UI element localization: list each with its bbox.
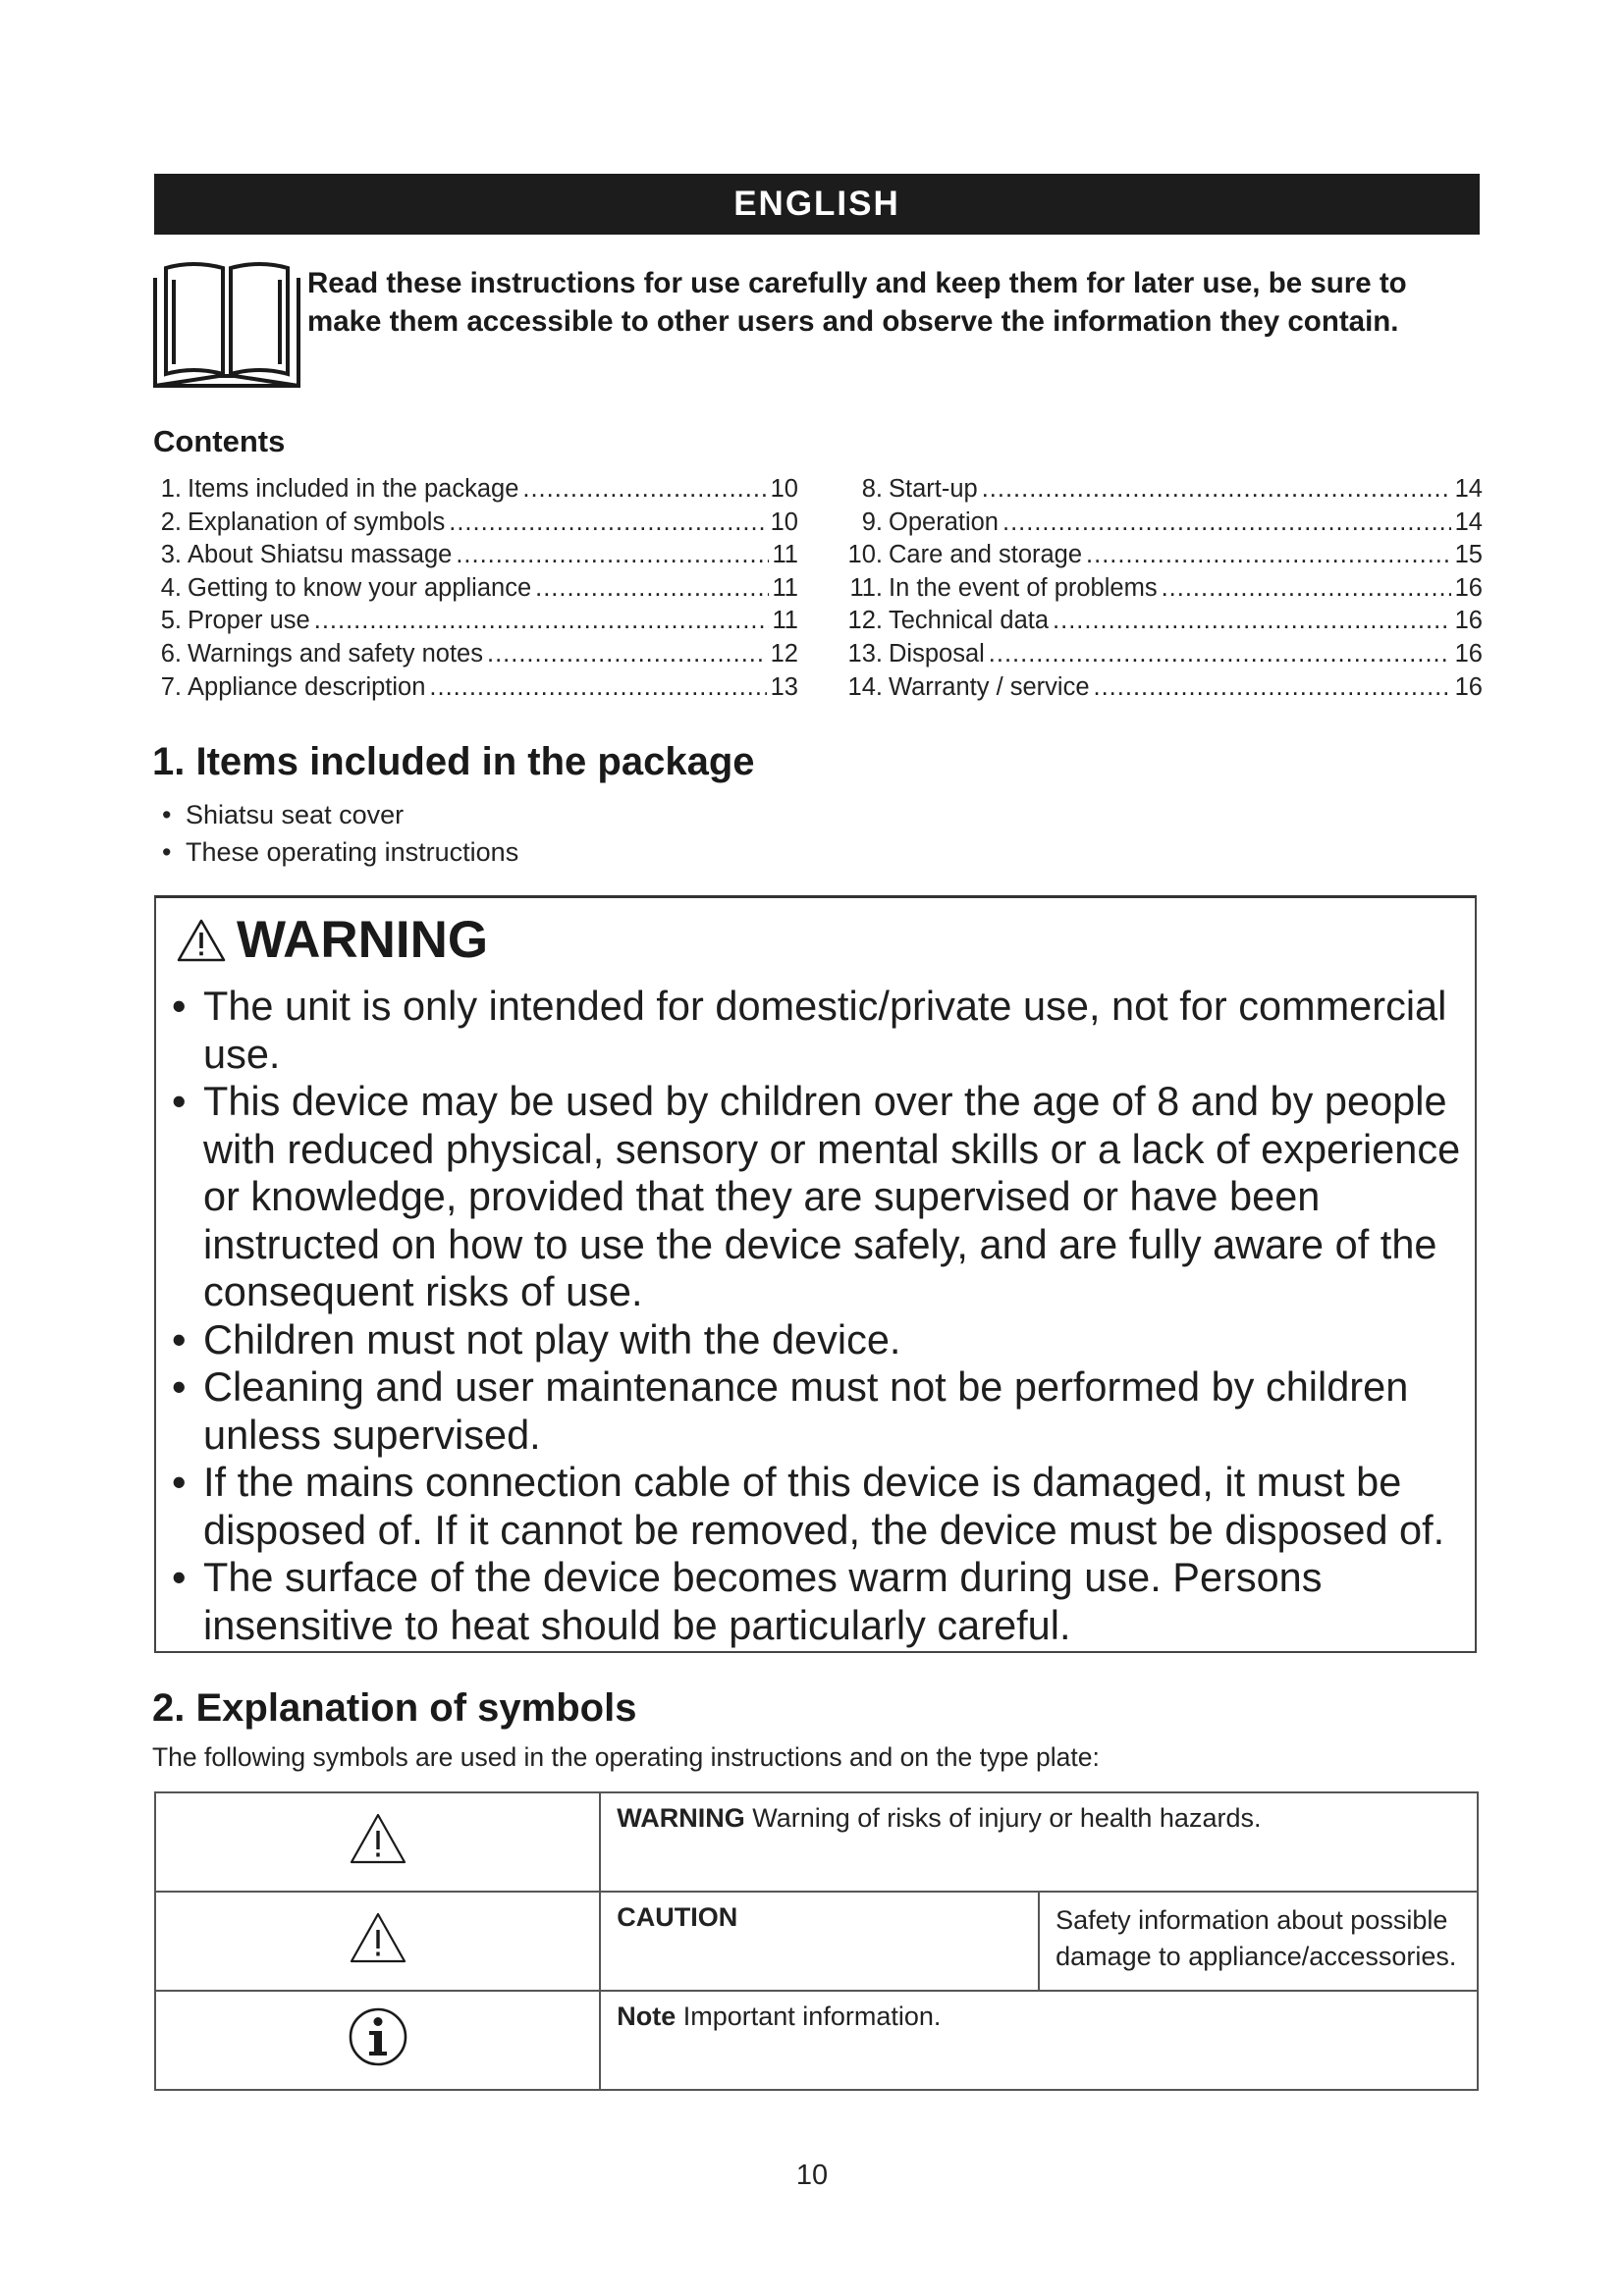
toc-number: 6. [160,639,182,667]
toc-leader [1086,539,1451,572]
toc-page: 10 [770,475,798,503]
symbol-label: WARNING [617,1803,745,1833]
toc-title: Warranty / service [889,672,1090,701]
toc-leader [989,638,1451,671]
toc-page: 11 [772,541,798,569]
toc-entry[interactable] [839,638,1483,671]
intro-text: Read these instructions for use carefully and keep them for later use, be sure to make them accessible to other users and observe the information they contain. [307,267,1407,338]
toc-leader [535,572,768,606]
info-icon [348,2006,408,2067]
toc-page: 13 [770,672,798,701]
list-item: • The unit is only intended for domestic/private use, not for commercial use. [172,983,1468,1078]
toc-title: Disposal [889,639,985,667]
toc-entry[interactable] [839,539,1483,572]
warning-text: The unit is only intended for domestic/private use, not for commercial use. [203,983,1447,1077]
toc-page: 11 [772,573,798,602]
toc-entry[interactable] [152,572,798,606]
package-contents-list [162,796,518,871]
toc-entry[interactable] [152,671,798,705]
toc-leader [522,473,766,507]
toc-page: 15 [1454,541,1483,569]
toc-number: 8. [861,475,883,503]
toc-number: 2. [160,507,182,536]
toc-title: Proper use [188,607,310,635]
book-icon [152,260,301,390]
toc-title: About Shiatsu massage [188,541,453,569]
toc-number: 14. [847,672,883,701]
section2-heading: 2. Explanation of symbols [152,1686,637,1730]
toc-leader [449,507,766,540]
toc-page: 16 [1454,672,1483,701]
toc-entry[interactable] [152,473,798,507]
symbol-label: CAUTION [617,1902,738,1932]
toc-leader [429,671,766,705]
warning-text: Cleaning and user maintenance must not be performed by children unless supervised. [203,1363,1409,1458]
toc-page: 14 [1454,475,1483,503]
warning-triangle-icon [176,918,227,963]
toc-title: In the event of problems [889,573,1158,602]
language-header: ENGLISH [154,174,1480,235]
toc-entry[interactable] [152,605,798,638]
toc-entry[interactable] [152,507,798,540]
toc-leader [487,638,767,671]
list-item: • If the mains connection cable of this device is damaged, it must be disposed of. If it cannot be removed, the device must be disposed of. [172,1459,1468,1554]
warning-list [172,983,1468,1649]
list-item: • The surface of the device becomes warm during use. Persons insensitive to heat should be particularly careful. [172,1554,1468,1649]
symbols-table [154,1791,1479,2091]
toc-page: 16 [1454,573,1483,602]
toc-entry[interactable] [839,605,1483,638]
toc-page: 16 [1454,607,1483,635]
toc-title: Appliance description [188,672,426,701]
warning-text: Children must not play with the device. [203,1315,901,1362]
toc-title: Explanation of symbols [188,507,446,536]
toc-leader [982,473,1451,507]
toc-page: 16 [1454,639,1483,667]
symbol-description: Important information. [682,2002,942,2031]
symbol-description: Safety information about possible damage to appliance/accessories. [1039,1892,1478,1991]
warning-box [154,895,1477,1653]
toc-number: 13. [847,639,883,667]
warning-text: If the mains connection cable of this device is damaged, it must be disposed of. If it cannot be removed, the device must be disposed of. [203,1459,1445,1553]
toc-number: 10. [847,541,883,569]
toc-leader [1162,572,1451,606]
symbol-description: Warning of risks of injury or health hazards. [752,1803,1262,1833]
symbol-label: Note [617,2002,677,2031]
toc-title: Items included in the package [188,475,519,503]
warning-heading [176,910,488,970]
toc-title: Warnings and safety notes [188,639,483,667]
page-number: 10 [795,2160,829,2191]
toc-number: 3. [160,541,182,569]
toc-number: 9. [861,507,883,536]
symbols-intro: The following symbols are used in the operating instructions and on the type plate: [152,1742,1100,1772]
toc-number: 1. [160,475,182,503]
toc-number: 4. [160,573,182,602]
list-item: • Children must not play with the device. [172,1315,901,1362]
warning-text: This device may be used by children over the age of 8 and by people with reduced physical, sensory or mental skills or a lack of experience or knowledge, provided that they are supervised or have been instructed on how to use the device safely, and are fully aware of the consequent risks of use. [203,1078,1461,1314]
table-row [155,1792,1478,1892]
list-item: • These operating instructions [162,833,518,871]
toc-entry[interactable] [839,473,1483,507]
toc-page: 14 [1454,507,1483,536]
toc-leader [1094,671,1451,705]
list-item: • Shiatsu seat cover [162,796,518,833]
toc-title: Operation [889,507,999,536]
section1-heading: 1. Items included in the package [152,740,755,783]
toc-number: 5. [160,607,182,635]
contents-title: Contents [153,424,286,458]
toc-page: 10 [770,507,798,536]
toc-page: 12 [770,639,798,667]
toc-title: Technical data [889,607,1050,635]
table-row [155,1991,1478,2090]
warning-title: WARNING [237,911,489,969]
toc-title: Start-up [889,475,978,503]
warning-triangle-icon [349,1811,407,1866]
caution-triangle-icon [349,1910,407,1965]
toc-number: 11. [849,573,883,602]
toc-entry[interactable] [839,572,1483,606]
toc-entry[interactable] [152,539,798,572]
toc-leader [456,539,768,572]
toc-title: Care and storage [889,541,1083,569]
toc-leader [314,605,769,638]
toc-entry[interactable] [152,638,798,671]
toc-leader [1002,507,1451,540]
toc-right-column [839,473,1483,704]
list-item: • Cleaning and user maintenance must not be performed by children unless supervised. [172,1363,1468,1459]
toc-entry[interactable] [839,671,1483,705]
toc-left-column [152,473,798,704]
list-item: • This device may be used by children over the age of 8 and by people with reduced physical, sensory or mental skills or a lack of experience or knowledge, provided that they are supervised or have been instructed on how to use the device safely, and are fully aware of the consequent risks of use. [172,1078,1468,1316]
toc-title: Getting to know your appliance [188,573,532,602]
toc-number: 12. [847,607,883,635]
toc-leader [1053,605,1451,638]
toc-page: 11 [772,607,798,635]
toc-entry[interactable] [839,507,1483,540]
warning-text: The surface of the device becomes warm during use. Persons insensitive to heat should be particularly careful. [203,1554,1323,1648]
table-row [155,1892,1478,1991]
toc-number: 7. [160,672,182,701]
